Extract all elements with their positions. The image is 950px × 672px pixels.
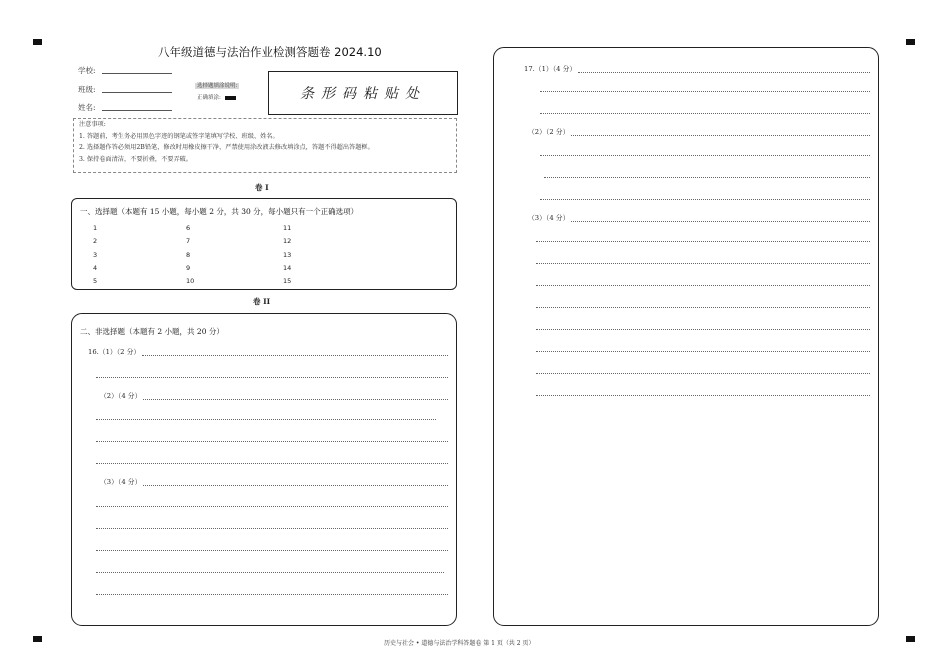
q16-3-row <box>100 476 448 486</box>
school-label: 学校: <box>78 66 96 75</box>
answer-column-2 <box>186 222 194 288</box>
multiple-choice-heading: 一、选择题（本题有 15 小题，每小题 2 分，共 30 分，每小题只有一个正确选项） <box>80 207 359 216</box>
registration-mark-top-left <box>33 39 42 45</box>
answer-number[interactable]: 3 <box>93 250 98 259</box>
answer-number[interactable]: 2 <box>93 237 98 246</box>
answer-line[interactable] <box>142 355 448 356</box>
answer-line[interactable] <box>536 307 870 308</box>
notice-item: 1. 答题前，考生务必用黑色字迹的钢笔或签字笔填写学校、班级、姓名。 <box>79 132 279 140</box>
q16-1-label: 16.（1）（2 分） <box>88 348 141 356</box>
answer-line[interactable] <box>536 395 870 396</box>
answer-line[interactable] <box>536 329 870 330</box>
answer-number[interactable]: 11 <box>283 224 292 232</box>
correct-fill-label: 正确填涂: <box>197 95 221 101</box>
answer-line[interactable] <box>571 135 870 136</box>
notice-title: 注意事项: <box>79 121 106 128</box>
name-field[interactable] <box>102 102 172 111</box>
notice-box <box>73 118 457 173</box>
answer-panel-q17 <box>493 47 879 626</box>
q17-3-label: （3）（4 分） <box>528 214 570 222</box>
name-label: 姓名: <box>78 103 96 112</box>
answer-column-1 <box>93 222 97 288</box>
answer-line[interactable] <box>571 221 870 222</box>
answer-panel-q16 <box>71 313 457 626</box>
answer-number[interactable]: 13 <box>283 250 292 259</box>
answer-line[interactable] <box>540 91 870 92</box>
barcode-area <box>268 71 458 115</box>
notice-item: 2. 选择题作答必须用2B铅笔，修改时用橡皮擦干净，严禁使用涂改液去修改填涂点，答题不得超出答题框。 <box>79 144 374 151</box>
answer-line[interactable] <box>536 263 870 264</box>
answer-line[interactable] <box>96 441 448 442</box>
registration-mark-bottom-left <box>33 636 42 642</box>
registration-mark-top-right <box>906 39 915 45</box>
answer-line[interactable] <box>536 373 870 374</box>
answer-line[interactable] <box>96 572 444 573</box>
q17-1-row <box>524 63 870 73</box>
answer-number[interactable]: 4 <box>93 263 98 272</box>
answer-number[interactable]: 5 <box>93 277 98 286</box>
answer-line[interactable] <box>540 113 870 114</box>
multiple-choice-panel <box>71 198 457 290</box>
q17-2-row <box>528 126 870 136</box>
answer-number[interactable]: 6 <box>186 224 191 232</box>
answer-line[interactable] <box>536 241 870 242</box>
answer-line[interactable] <box>536 351 870 352</box>
notice-item: 3. 保持卷面清洁，不要折叠，不要弄破。 <box>79 155 193 163</box>
answer-line[interactable] <box>540 199 870 200</box>
page-footer: 历史与社会 • 道德与法治学科答题卷 第 1 页（共 2 页） <box>384 640 535 647</box>
answer-number[interactable]: 1 <box>93 224 98 232</box>
answer-number[interactable]: 14 <box>283 263 292 272</box>
fill-instructions-title: 选择题填涂说明: <box>197 83 238 89</box>
answer-line[interactable] <box>96 463 448 464</box>
answer-line[interactable] <box>540 155 870 156</box>
class-label: 班级: <box>78 85 96 94</box>
answer-line[interactable] <box>143 399 448 400</box>
barcode-label: 条形码粘贴处 <box>300 86 426 102</box>
answer-line[interactable] <box>544 177 870 178</box>
part2-label: 卷 II <box>253 297 271 306</box>
answer-line[interactable] <box>536 285 870 286</box>
q16-3-label: （3）（4 分） <box>100 478 142 486</box>
answer-number[interactable]: 8 <box>186 250 191 259</box>
answer-line[interactable] <box>96 528 448 529</box>
q16-2-label: （2）（4 分） <box>100 392 142 400</box>
answer-column-3 <box>283 222 291 288</box>
registration-mark-bottom-right <box>906 636 915 642</box>
q17-2-label: （2）（2 分） <box>528 128 570 136</box>
school-field[interactable] <box>102 65 172 74</box>
answer-number[interactable]: 9 <box>186 263 191 272</box>
q17-1-label: 17.（1）（4 分） <box>524 65 577 73</box>
q16-1-row <box>88 346 448 356</box>
q16-2-row <box>100 390 448 400</box>
answer-line[interactable] <box>143 485 448 486</box>
class-field[interactable] <box>102 84 172 93</box>
answer-line[interactable] <box>578 72 870 73</box>
answer-number[interactable]: 7 <box>186 237 191 246</box>
answer-line[interactable] <box>96 550 448 551</box>
answer-line[interactable] <box>96 594 448 595</box>
part1-label: 卷 I <box>255 183 269 192</box>
answer-number[interactable]: 15 <box>283 277 292 286</box>
answer-line[interactable] <box>96 377 448 378</box>
fill-instructions <box>195 81 239 89</box>
answer-line[interactable] <box>96 506 448 507</box>
answer-number[interactable]: 10 <box>186 277 195 286</box>
filled-bubble-icon <box>225 96 236 100</box>
answer-line[interactable] <box>96 419 436 420</box>
correct-fill-example <box>197 93 236 101</box>
non-choice-heading: 二、非选择题（本题有 2 小题，共 20 分） <box>80 327 224 336</box>
page-title: 八年级道德与法治作业检测答题卷 2024.10 <box>158 45 382 59</box>
q17-3-row <box>528 212 870 222</box>
answer-number[interactable]: 12 <box>283 237 292 246</box>
